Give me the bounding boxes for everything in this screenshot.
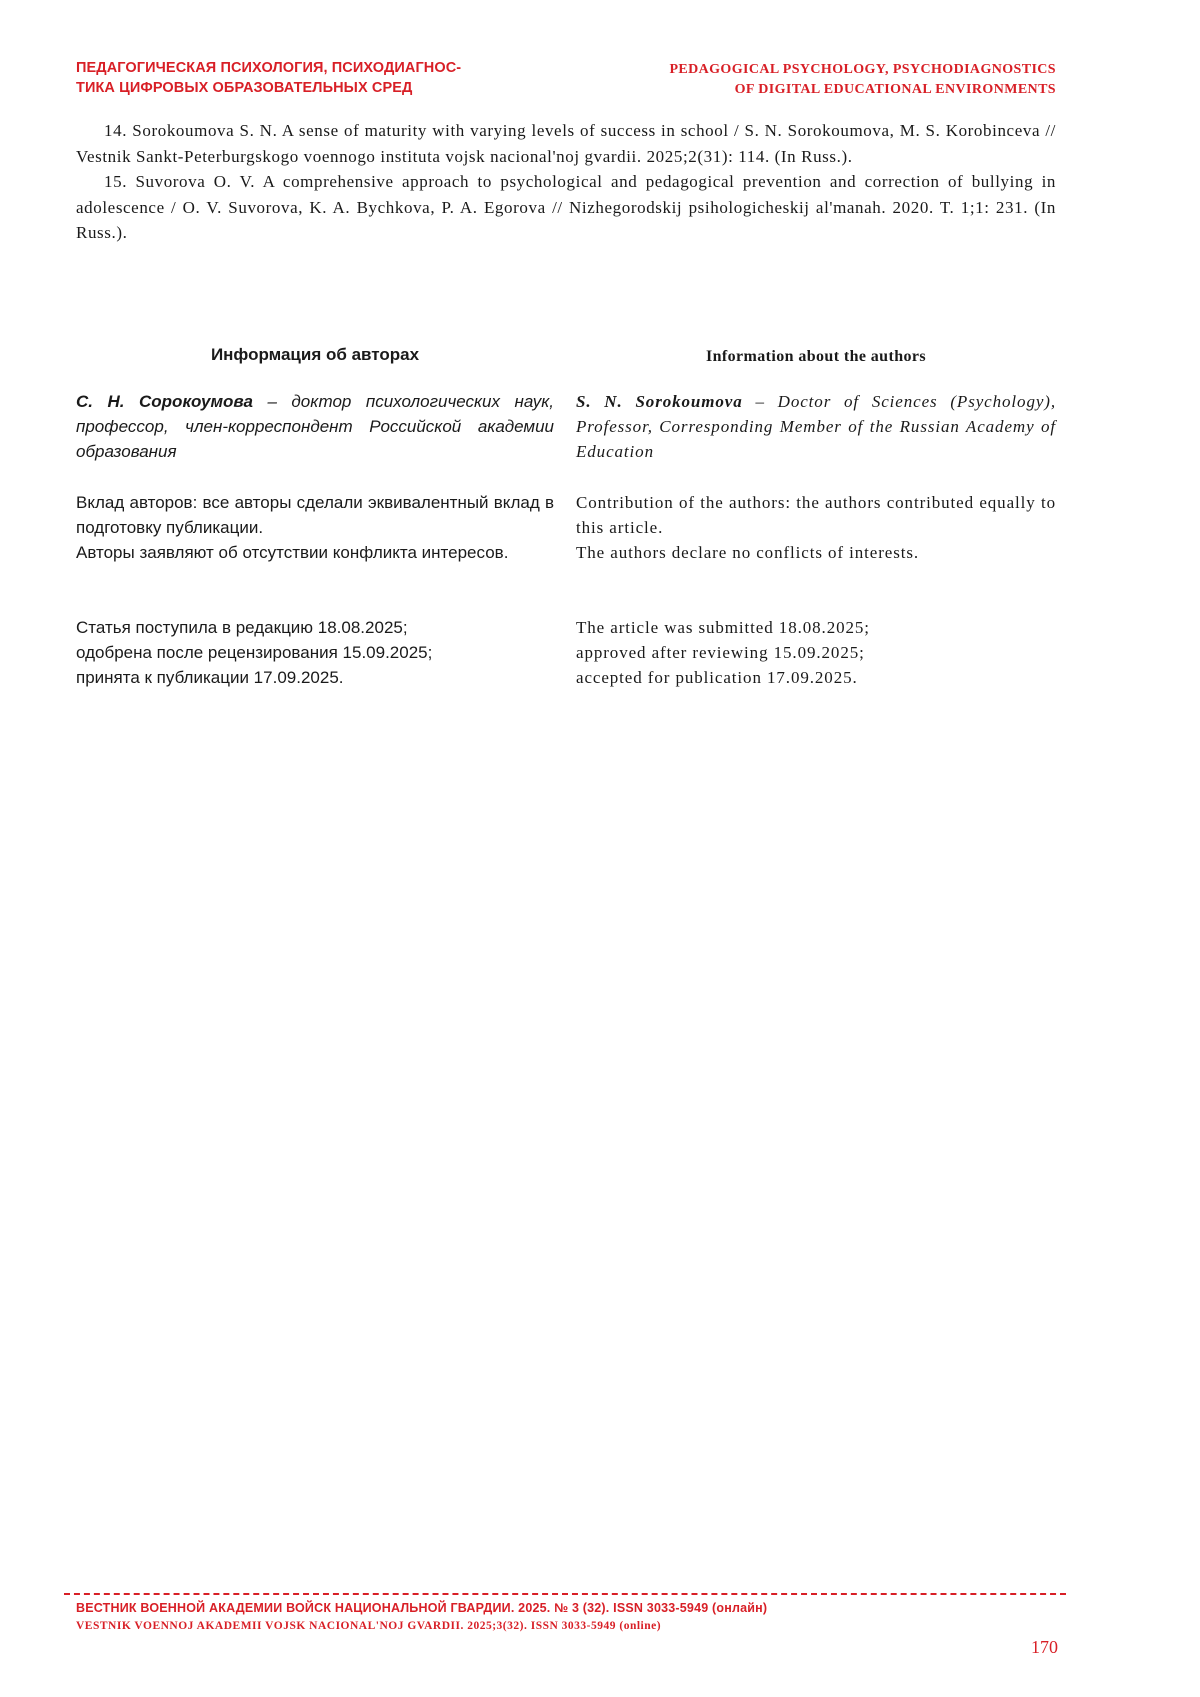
conflict-text-ru: Авторы заявляют об отсутствии конфликта интересов. [76,543,509,562]
author-info-en [576,389,1056,464]
authors-heading-en: Information about the authors [705,348,927,365]
header-en-line1: PEDAGOGICAL PSYCHOLOGY, PSYCHODIAGNOSTICS [669,62,1056,77]
header-section-title-ru [76,58,556,98]
reference-item-14: 14. Sorokoumova S. N. A sense of maturity with varying levels of success in school / S. N. Sorokoumova, M. S. Korobinceva // Vestnik Sankt-Peterburgskogo voennogo instituta vojsk nacional'noj gvardii. 2025;2(31): 114. (In Russ.). [76,121,1056,166]
authors-heading-ru: Информация об авторах [210,345,420,364]
footer-journal-ru: ВЕСТНИК ВОЕННОЙ АКАДЕМИИ ВОЙСК НАЦИОНАЛЬНОЙ ГВАРДИИ. 2025. № 3 (32). ISSN 3033-5949 (онлайн) [76,1601,768,1615]
conflict-text-en: The authors declare no conflicts of interests. [576,543,920,562]
author-name-ru: С. Н. Сорокоумова [76,392,253,411]
approved-date-ru: одобрена после рецензирования 15.09.2025; [76,643,433,662]
submitted-date-en: The article was submitted 18.08.2025; [576,618,870,637]
article-dates-en [576,615,1056,690]
author-desc-en: – Doctor of Sciences (Psychology), Professor, Corresponding Member of the Russian Academy of Education [576,392,1056,461]
submitted-date-ru: Статья поступила в редакцию 18.08.2025; [76,618,408,637]
header-ru-line1: ПЕДАГОГИЧЕСКАЯ ПСИХОЛОГИЯ, ПСИХОДИАГНОС- [76,60,462,76]
accepted-date-en: accepted for publication 17.09.2025. [576,668,858,687]
header-section-title-en [536,60,1056,100]
running-header [76,56,1056,104]
references-list [76,118,1056,246]
footer-divider [64,1593,1066,1595]
author-name-en: S. N. Sorokoumova [576,392,743,411]
page-number: 170 [1031,1637,1058,1657]
accepted-date-ru: принята к публикации 17.09.2025. [76,668,344,687]
contribution-ru [76,490,554,565]
article-dates-ru [76,615,554,690]
approved-date-en: approved after reviewing 15.09.2025; [576,643,865,662]
author-info-ru [76,389,554,464]
author-desc-ru: – доктор психологических наук, профессор, член-корреспондент Российской академии образования [76,392,554,461]
header-ru-line2: ТИКА ЦИФРОВЫХ ОБРАЗОВАТЕЛЬНЫХ СРЕД [76,80,413,96]
contribution-text-ru: Вклад авторов: все авторы сделали эквивалентный вклад в подготовку публикации. [76,493,554,537]
header-en-line2: OF DIGITAL EDUCATIONAL ENVIRONMENTS [734,82,1056,97]
footer-journal-en: VESTNIK VOENNOJ AKADEMII VOJSK NACIONAL'NOJ GVARDII. 2025;3(32). ISSN 3033-5949 (online) [76,1620,662,1632]
contribution-en [576,490,1056,565]
contribution-text-en: Contribution of the authors: the authors contributed equally to this article. [576,493,1056,537]
reference-item-15: 15. Suvorova O. V. A comprehensive approach to psychological and pedagogical prevention and correction of bullying in adolescence / O. V. Suvorova, K. A. Bychkova, P. A. Egorova // Nizhegorodskij psihologicheskij al'manah. 2020. T. 1;1: 231. (In Russ.). [76,172,1056,242]
